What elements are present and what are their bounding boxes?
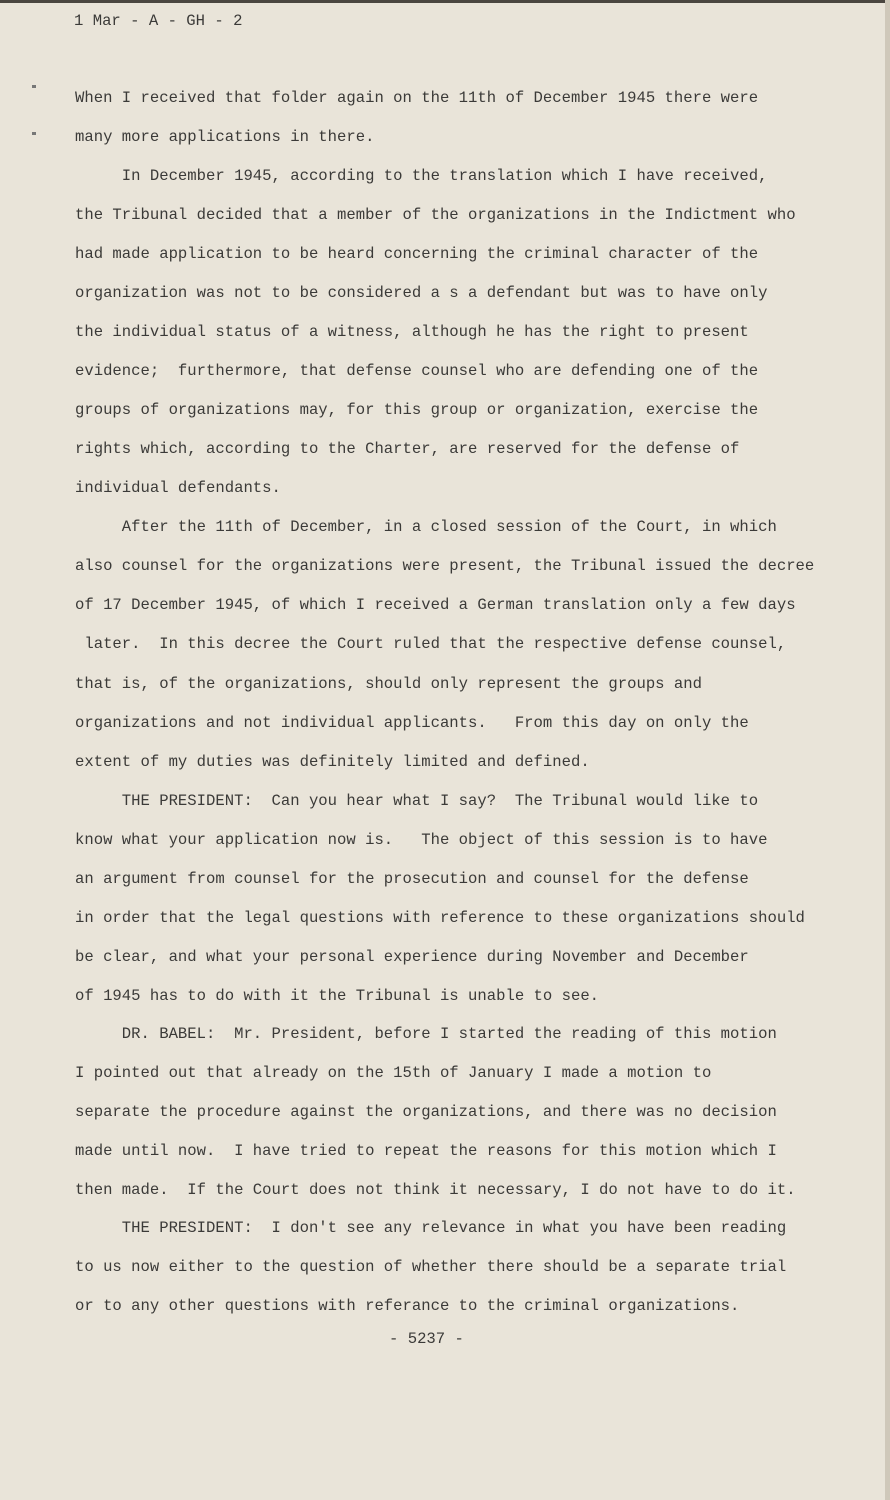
text-line: organizations and not individual applicants. From this day on only the: [75, 714, 749, 732]
text-line: know what your application now is. The object of this session is to have: [75, 831, 768, 849]
text-line: in order that the legal questions with reference to these organizations should: [75, 909, 805, 927]
text-line: THE PRESIDENT: I don't see any relevance in what you have been reading: [75, 1219, 787, 1237]
text-line: the individual status of a witness, although he has the right to present: [75, 323, 749, 341]
text-line: or to any other questions with referance to the criminal organizations.: [75, 1297, 740, 1315]
text-line: In December 1945, according to the translation which I have received,: [75, 167, 768, 185]
text-line: to us now either to the question of whether there should be a separate trial: [75, 1258, 787, 1276]
text-line: DR. BABEL: Mr. President, before I started the reading of this motion: [75, 1025, 777, 1043]
text-line: rights which, according to the Charter, are reserved for the defense of: [75, 440, 740, 458]
text-line: separate the procedure against the organizations, and there was no decision: [75, 1103, 777, 1121]
text-line: evidence; furthermore, that defense counsel who are defending one of the: [75, 362, 759, 380]
page-edge: [885, 0, 890, 1500]
text-line: an argument from counsel for the prosecution and counsel for the defense: [75, 870, 749, 888]
text-line: I pointed out that already on the 15th of January I made a motion to: [75, 1064, 712, 1082]
text-line: many more applications in there.: [75, 128, 375, 146]
text-line: THE PRESIDENT: Can you hear what I say? The Tribunal would like to: [75, 792, 759, 810]
text-line: made until now. I have tried to repeat the reasons for this motion which I: [75, 1142, 777, 1160]
text-line: extent of my duties was definitely limited and defined.: [75, 753, 590, 771]
text-line: that is, of the organizations, should only represent the groups and: [75, 675, 702, 693]
text-line: the Tribunal decided that a member of the organizations in the Indictment who: [75, 206, 796, 224]
page-header: 1 Mar - A - GH - 2: [74, 12, 243, 30]
text-line: also counsel for the organizations were present, the Tribunal issued the decree: [75, 557, 815, 575]
text-line: of 1945 has to do with it the Tribunal is unable to see.: [75, 987, 600, 1005]
text-line: of 17 December 1945, of which I received a German translation only a few days: [75, 596, 796, 614]
text-line: organization was not to be considered a s a defendant but was to have only: [75, 284, 768, 302]
text-line: groups of organizations may, for this group or organization, exercise the: [75, 401, 759, 419]
text-line: then made. If the Court does not think it necessary, I do not have to do it.: [75, 1181, 796, 1199]
text-line: later. In this decree the Court ruled that the respective defense counsel,: [75, 635, 787, 653]
text-line: had made application to be heard concerning the criminal character of the: [75, 245, 759, 263]
text-line: be clear, and what your personal experience during November and December: [75, 948, 749, 966]
page-number: - 5237 -: [389, 1330, 464, 1348]
scan-border: [0, 0, 890, 3]
margin-mark: [32, 132, 36, 135]
text-line: individual defendants.: [75, 479, 281, 497]
margin-mark: [32, 85, 36, 88]
text-line: When I received that folder again on the 11th of December 1945 there were: [75, 89, 759, 107]
text-line: After the 11th of December, in a closed session of the Court, in which: [75, 518, 777, 536]
